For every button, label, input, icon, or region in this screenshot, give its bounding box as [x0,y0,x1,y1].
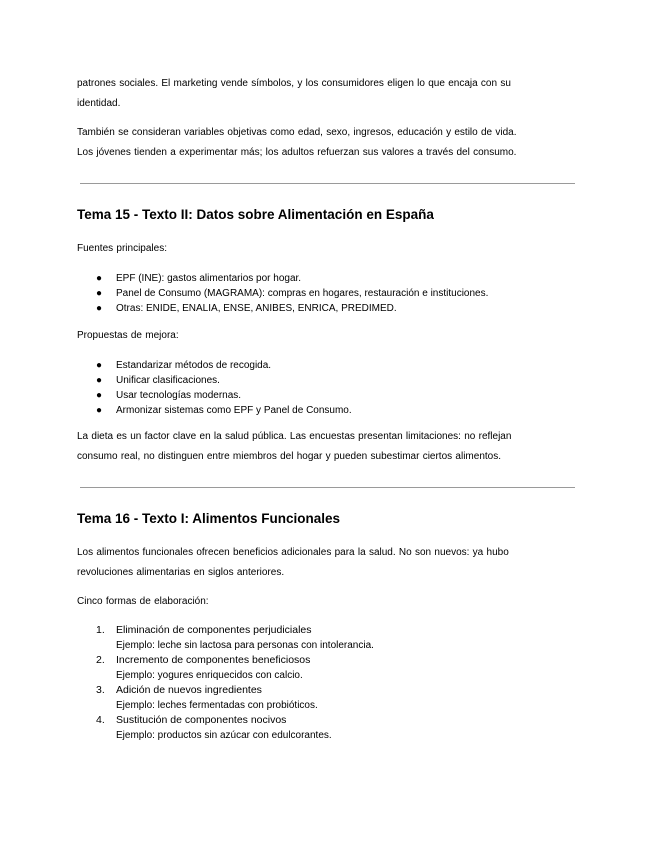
list-item: ● Panel de Consumo (MAGRAMA): compras en hogares, restauración e instituciones. [96,288,489,299]
list-item [77,683,577,713]
intro-paragraph-1 [77,74,577,114]
forma-title: Eliminación de componentes perjudiciales [116,624,312,636]
tema16-title: Tema 16 - Texto I: Alimentos Funcionales [77,511,341,526]
list-item: ● Unificar clasificaciones. [96,375,220,386]
list-number: 1. [96,624,105,636]
tema15-fuentes-label: Fuentes principales: [77,243,167,254]
forma-title: Sustitución de componentes nocivos [116,714,287,726]
bullet-icon: ● [96,390,103,401]
forma-example: Ejemplo: productos sin azúcar con edulcorantes. [116,730,332,741]
forma-example: Ejemplo: yogures enriquecidos con calcio. [116,670,303,681]
intro-p2-line2: Los jóvenes tienden a experimentar más; los adultos refuerzan sus valores a través del consumo. [77,147,517,158]
forma-example: Ejemplo: leche sin lactosa para personas con intolerancia. [116,640,374,651]
tema15-closing-line1: La dieta es un factor clave en la salud pública. Las encuestas presentan limitaciones: no reflejan [77,431,512,442]
list-item: ● Armonizar sistemas como EPF y Panel de Consumo. [96,405,352,416]
list-item [77,713,577,743]
tema15-closing-line2: consumo real, no distinguen entre miembros del hogar y pueden subestimar ciertos alimentos. [77,451,501,462]
intro-paragraph-2 [77,123,577,163]
tema15-closing-paragraph [77,427,577,467]
tema15-propuestas-label: Propuestas de mejora: [77,330,179,341]
tema16-formas-label: Cinco formas de elaboración: [77,596,209,607]
bullet-icon: ● [96,273,103,284]
intro-section [77,74,577,163]
intro-p1-line2: identidad. [77,98,121,109]
list-item: ● Estandarizar métodos de recogida. [96,360,272,371]
tema16-intro-paragraph [77,543,577,583]
list-number: 4. [96,714,105,726]
tema15-propuestas-list [77,358,577,418]
list-number: 2. [96,654,105,666]
tema15-title: Tema 15 - Texto II: Datos sobre Alimentación en España [77,207,434,222]
forma-example: Ejemplo: leches fermentadas con probióticos. [116,700,318,711]
tema16-formas-list [77,623,577,743]
bullet-icon: ● [96,405,103,416]
section-divider-2 [80,487,575,488]
list-item [77,623,577,653]
list-item [77,653,577,683]
forma-title: Incremento de componentes beneficiosos [116,654,311,666]
bullet-icon: ● [96,303,103,314]
list-number: 3. [96,684,105,696]
list-item: ● EPF (INE): gastos alimentarios por hogar. [96,273,302,284]
list-item: ● Otras: ENIDE, ENALIA, ENSE, ANIBES, ENRICA, PREDIMED. [96,303,397,314]
tema16-intro-line2: revoluciones alimentarias en siglos anteriores. [77,567,285,578]
section-divider-1 [80,183,575,184]
bullet-icon: ● [96,360,103,371]
tema15-fuentes-list [77,271,577,316]
list-item: ● Usar tecnologías modernas. [96,390,242,401]
intro-p2-line1: También se consideran variables objetivas como edad, sexo, ingresos, educación y estilo de vida. [77,127,517,138]
tema16-intro-line1: Los alimentos funcionales ofrecen beneficios adicionales para la salud. No son nuevos: ya hubo [77,547,509,558]
bullet-icon: ● [96,375,103,386]
forma-title: Adición de nuevos ingredientes [116,684,262,696]
intro-p1-line1: patrones sociales. El marketing vende símbolos, y los consumidores eligen lo que encaja con su [77,78,511,89]
bullet-icon: ● [96,288,103,299]
